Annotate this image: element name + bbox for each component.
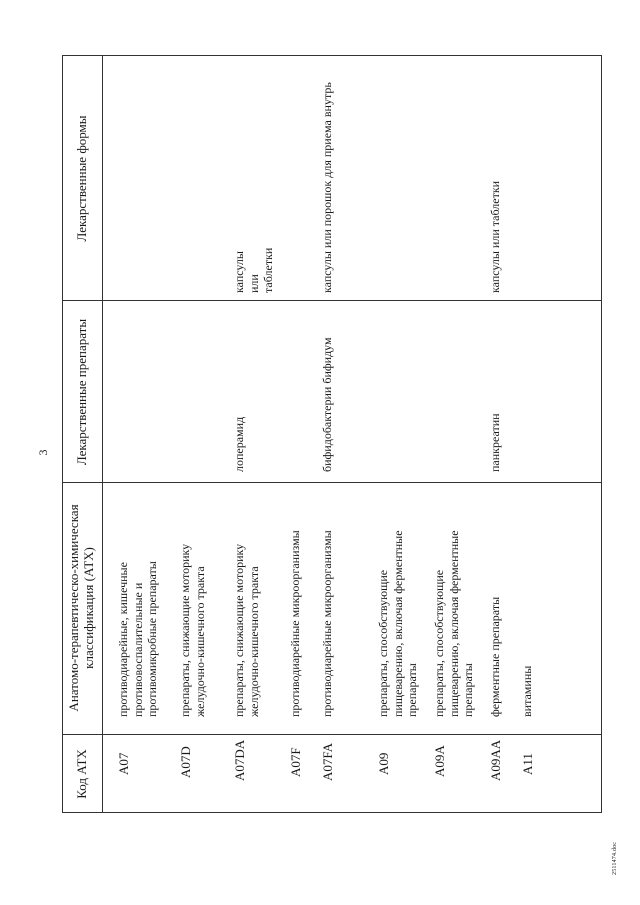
row-code: A07D [178,746,193,778]
row-code: A09 [376,752,391,775]
row-code: A09AA [488,739,503,781]
row-classification: витамины [520,665,534,717]
row-code: A11 [520,753,535,775]
column-divider-3 [62,300,602,301]
row-classification: препараты, снижающие моторику желудочно-кишечного тракта [178,543,207,717]
row-classification: противодиарейные микроорганизмы [288,530,302,717]
row-code: A07DA [232,739,247,781]
header-classification: Анатомо-терапевтическо-химическая классификация (АТХ) [66,504,96,712]
row-classification: препараты, снижающие моторику желудочно-кишечного тракта [232,543,261,717]
row-form: капсулы или порошок для приема внутрь [320,82,334,293]
row-form: капсулы или таблетки [488,180,502,293]
header-drugs: Лекарственные препараты [74,318,89,466]
table-left-rule [62,812,602,813]
row-classification: препараты, способствующие пищеварению, включая ферментные препараты [376,530,419,717]
row-code: A07FA [320,742,335,781]
row-code: A07 [116,752,131,775]
row-classification: противодиарейные, кишечные противовоспалительные и противомикробные препараты [116,561,159,717]
row-code: A07F [288,747,303,777]
row-drug: лоперамид [232,416,246,472]
row-form: капсулы или таблетки [232,247,275,293]
row-classification: ферментные препараты [488,596,502,717]
header-code: Код АТХ [74,749,89,799]
page-number: 3 [36,449,50,456]
drug-classification-table [62,55,602,813]
row-code: A09A [432,745,447,777]
row-drug: бифидобактерии бифидум [320,337,334,472]
row-drug: панкреатин [488,413,502,472]
table-bottom-rule [601,55,602,813]
row-classification: противодиарейные микроорганизмы [320,530,334,717]
file-name-footer: 2511474.doc [612,841,618,875]
row-classification: препараты, способствующие пищеварению, включая ферментные препараты [432,530,475,717]
table-right-rule [62,55,602,56]
table-top-rule [62,55,63,813]
column-divider-1 [62,734,602,735]
table-header-rule [102,55,103,813]
header-forms: Лекарственные формы [74,115,89,242]
column-divider-2 [62,482,602,483]
